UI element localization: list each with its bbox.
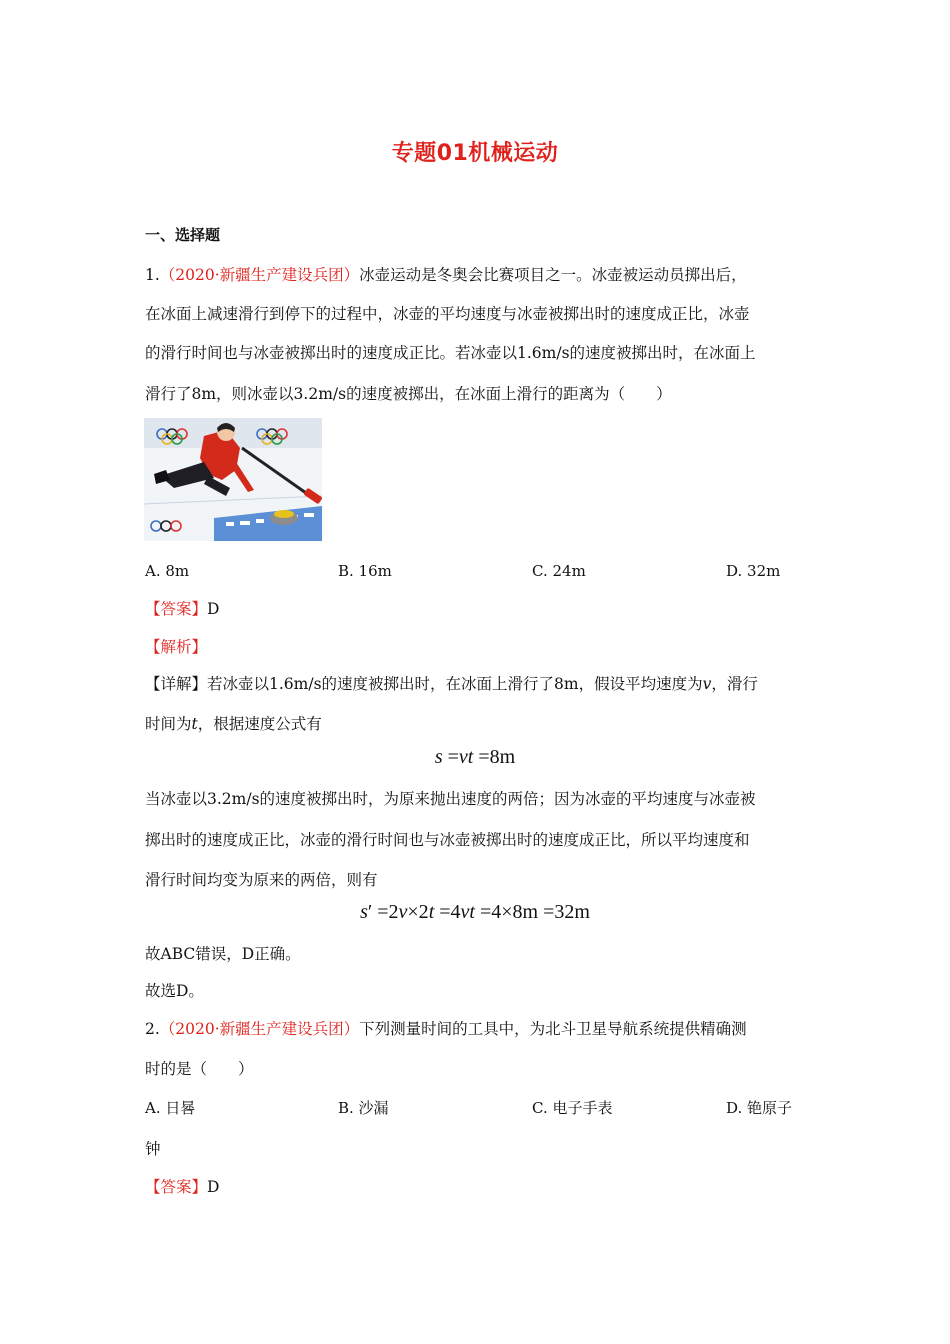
- q1-conclusion-2: 故选D。: [145, 982, 204, 1000]
- q1-conclusion-1: 故ABC错误，D正确。: [145, 945, 301, 963]
- q1-line-3: 的滑行时间也与冰壶被掷出时的速度成正比。若冰壶以1.6m/s的速度被掷出时，在冰面上: [145, 344, 756, 362]
- q2-answer: 【答案】D: [145, 1178, 220, 1196]
- q1-line-1: 1.（2020·新疆生产建设兵团）冰壶运动是冬奥会比赛项目之一。冰壶被运动员掷出后，: [145, 266, 747, 284]
- q2-option-b: B. 沙漏: [338, 1099, 389, 1117]
- q1-explain-line-2: 掷出时的速度成正比，冰壶的滑行时间也与冰壶被掷出时的速度成正比，所以平均速度和: [145, 831, 750, 849]
- q2-option-d: D. 铯原子: [726, 1099, 793, 1117]
- q1-option-c: C. 24m: [532, 562, 586, 580]
- q2-source: （2020·新疆生产建设兵团）: [159, 1020, 360, 1038]
- equation-1: s =vt =8m: [434, 746, 516, 768]
- q1-number: 1.: [145, 266, 160, 284]
- q1-detail-line-2: 时间为t，根据速度公式有: [145, 715, 322, 733]
- q1-detail-line-1: 【详解】若冰壶以1.6m/s的速度被掷出时，在冰面上滑行了8m，假设平均速度为v，滑行: [145, 675, 758, 693]
- q1-line-4: 滑行了8m，则冰壶以3.2m/s的速度被掷出，在冰面上滑行的距离为（ ）: [145, 385, 672, 403]
- q1-line-2: 在冰面上减速滑行到停下的过程中，冰壶的平均速度与冰壶被掷出时的速度成正比，冰壶: [145, 305, 750, 323]
- q1-answer: 【答案】D: [145, 600, 220, 618]
- q2-option-d-wrap: 钟: [145, 1140, 161, 1158]
- equation-2: s′ =2v×2t =4vt =4×8m =32m: [360, 901, 590, 923]
- q1-source: （2020·新疆生产建设兵团）: [159, 266, 360, 284]
- q1-option-a: A. 8m: [145, 562, 190, 580]
- q2-option-c: C. 电子手表: [532, 1099, 613, 1117]
- q1-option-b: B. 16m: [338, 562, 392, 580]
- q1-explain-line-1: 当冰壶以3.2m/s的速度被掷出时，为原来抛出速度的两倍；因为冰壶的平均速度与冰壶被: [145, 790, 756, 808]
- q1-analysis-label: 【解析】: [145, 638, 208, 656]
- q2-line-1: 2.（2020·新疆生产建设兵团）下列测量时间的工具中，为北斗卫星导航系统提供精确测: [145, 1020, 747, 1038]
- q1-explain-line-3: 滑行时间均变为原来的两倍，则有: [145, 871, 378, 889]
- q2-number: 2.: [145, 1020, 160, 1038]
- q2-line-2: 时的是（ ）: [145, 1060, 254, 1078]
- q1-option-d: D. 32m: [726, 562, 781, 580]
- page-title: 专题01机械运动: [391, 141, 559, 166]
- curling-photo: [144, 418, 322, 541]
- section-heading: 一、选择题: [145, 226, 221, 244]
- q2-option-a: A. 日晷: [145, 1099, 196, 1117]
